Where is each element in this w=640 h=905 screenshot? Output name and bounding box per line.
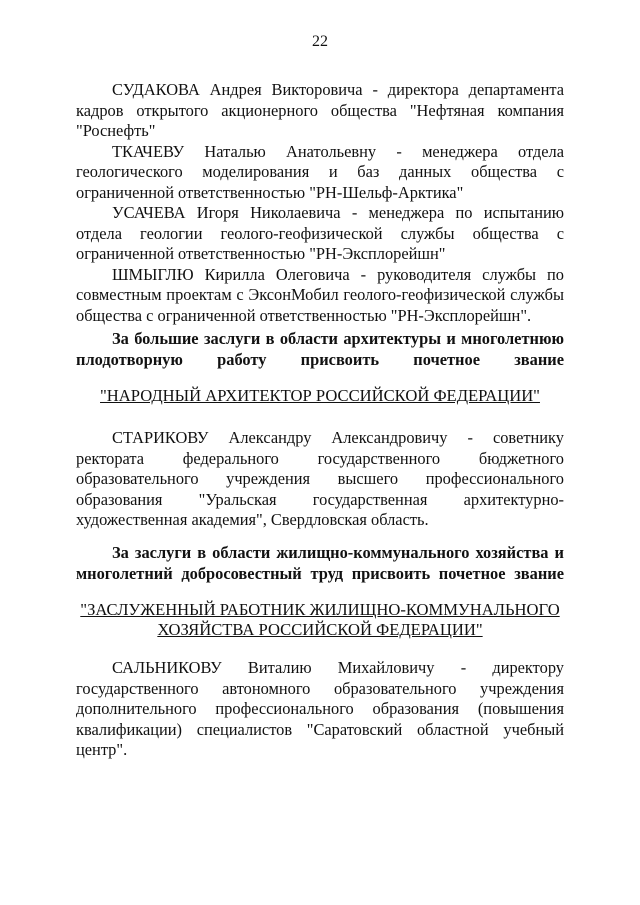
- section-architect-person-block: [76, 428, 564, 531]
- section-architect-title: "НАРОДНЫЙ АРХИТЕКТОР РОССИЙСКОЙ ФЕДЕРАЦИИ": [100, 386, 540, 405]
- section-housing-title-line2: ХОЗЯЙСТВА РОССИЙСКОЙ ФЕДЕРАЦИИ": [157, 620, 483, 639]
- page-number: 22: [312, 33, 328, 50]
- awardee-salnikov: САЛЬНИКОВУ Виталию Михайловичу - директору государственного автономного образовательного учреждения дополнительного профессионального образования (повышения квалификации) специалистов "Саратовский областной учебный центр".: [76, 658, 564, 759]
- section-architect-heading-block: [76, 329, 564, 370]
- section-housing-title-line1: "ЗАСЛУЖЕННЫЙ РАБОТНИК ЖИЛИЩНО-КОММУНАЛЬНОГО: [80, 600, 560, 619]
- section-housing-heading-block: [76, 543, 564, 584]
- awardee-list-top: [76, 80, 564, 326]
- section-housing-heading: За заслуги в области жилищно-коммунального хозяйства и многолетний добросовестный труд присвоить почетное звание: [76, 543, 564, 583]
- awardee-tkacheva: ТКАЧЕВУ Наталью Анатольевну - менеджера отдела геологического моделирования и баз данных общества с ограниченной ответственностью "РН-Шельф-Арктика": [76, 141, 564, 202]
- awardee-shmyglya: ШМЫГЛЮ Кирилла Олеговича - руководителя службы по совместным проектам с ЭксонМобил геолого-геофизической службы общества с ограниченной ответственностью "РН-Эксплорейшн".: [76, 264, 564, 325]
- section-housing-person-block: [76, 658, 564, 761]
- awardee-usachev: УСАЧЕВА Игоря Николаевича - менеджера по испытанию отдела геологии геолого-геофизической службы общества с ограниченной ответственностью "РН-Эксплорейшн": [76, 203, 564, 263]
- awardee-sudakov: СУДАКОВА Андрея Викторовича - директора департамента кадров открытого акционерного общества "Нефтяная компания "Роснефть": [76, 80, 564, 140]
- awardee-starikov: СТАРИКОВУ Александру Александровичу - советнику ректората федерального государственного бюджетного образовательного учреждения высшего профессионального образования "Уральская государственная архитектурно-художественная академия", Свердловская область.: [76, 428, 564, 529]
- section-housing-title: [76, 600, 564, 640]
- section-architect-heading: За большие заслуги в области архитектуры и многолетнюю плодотворную работу присвоить почетное звание: [76, 329, 564, 369]
